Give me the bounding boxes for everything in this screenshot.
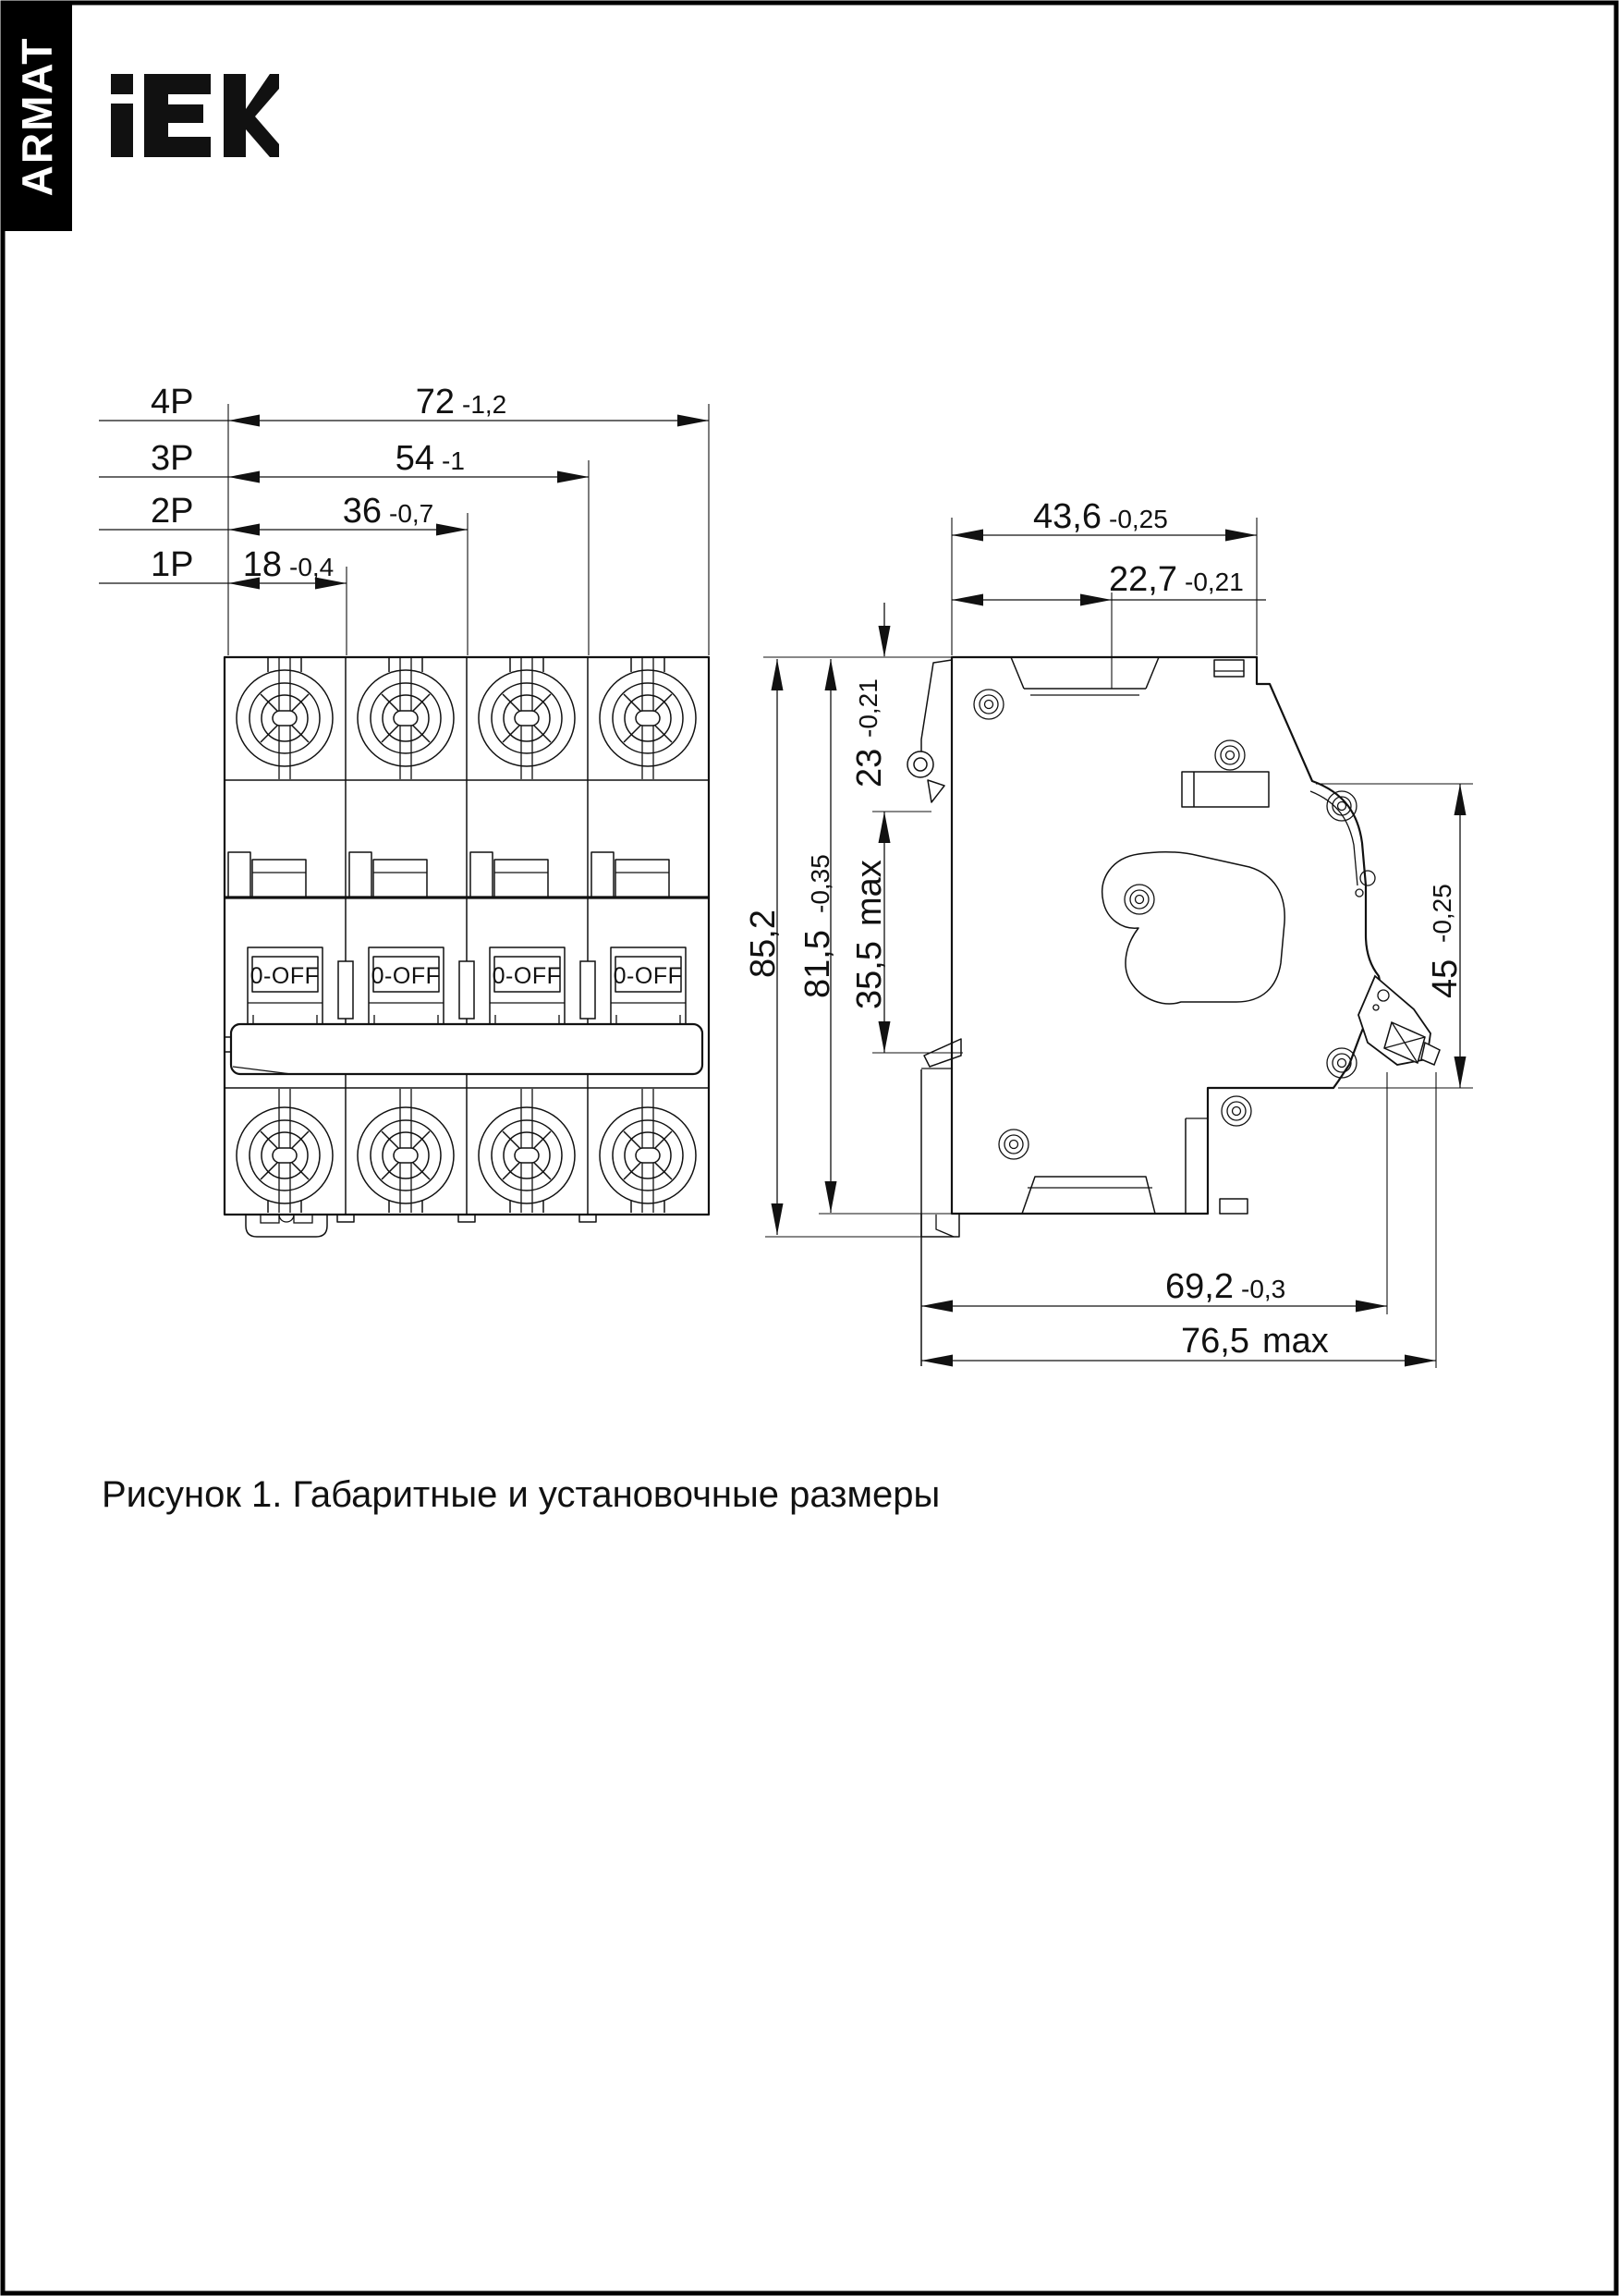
- series-label: ARMAT: [13, 36, 61, 197]
- dim-body-height-tol: -0,35: [806, 854, 834, 913]
- dim-tol-1p: -0,4: [289, 553, 335, 581]
- terminal-screw-icon: [358, 670, 454, 766]
- dim-tol-2p: -0,7: [389, 499, 434, 528]
- dim-width-recess-tol: -0,21: [1185, 568, 1244, 596]
- toggle-label: 0-OFF: [250, 963, 320, 989]
- dim-value-2p: 36: [342, 492, 382, 531]
- dim-width-top: 43,6: [1033, 497, 1102, 536]
- pole-label: 1P: [151, 545, 194, 584]
- terminal-screw-icon: [479, 1107, 575, 1203]
- dim-total-depth-suffix: max: [1262, 1322, 1329, 1361]
- dim-front-height-tol: -0,25: [1428, 884, 1456, 943]
- toggle-label: 0-OFF: [371, 963, 441, 989]
- din-clip: [921, 1039, 961, 1366]
- page-frame: [3, 3, 1616, 2293]
- terminal-screw-icon: [600, 670, 696, 766]
- dim-top-to-screw-tol: -0,21: [854, 678, 883, 738]
- armat-sidebar: [2, 2, 72, 231]
- dim-front-height: 45: [1426, 959, 1465, 998]
- dim-total-height: 85,2: [744, 910, 783, 978]
- front-view: [99, 383, 709, 1237]
- toggle-label: 0-OFF: [492, 963, 562, 989]
- terminal-screw-icon: [237, 1107, 333, 1203]
- dim-width-recess: 22,7: [1109, 560, 1177, 599]
- terminal-screw-icon: [479, 670, 575, 766]
- dim-value-4p: 72: [415, 383, 455, 421]
- toggle-label: 0-OFF: [613, 963, 683, 989]
- front-body: [225, 657, 709, 1237]
- terminal-screw-icon: [237, 670, 333, 766]
- dim-top-to-screw: 23: [850, 748, 889, 788]
- din-foot: [246, 1215, 327, 1237]
- dim-body-depth-tol: -0,3: [1241, 1275, 1286, 1303]
- dim-value-1p: 18: [242, 545, 282, 584]
- dim-total-depth: 76,5: [1181, 1322, 1249, 1361]
- terminal-screw-icon: [600, 1107, 696, 1203]
- pole-label: 2P: [151, 492, 194, 531]
- dim-body-height: 81,5: [798, 930, 837, 998]
- figure-caption: Рисунок 1. Габаритные и установочные размеры: [102, 1474, 941, 1515]
- terminal-screw-icon: [358, 1107, 454, 1203]
- dim-tol-3p: -1: [442, 446, 465, 475]
- mechanism-cavity: [1102, 852, 1284, 1004]
- dim-value-3p: 54: [395, 439, 434, 478]
- side-view: [744, 497, 1473, 1368]
- dim-terminal-zone: 35,5: [850, 941, 889, 1009]
- pole-label: 3P: [151, 439, 194, 478]
- tie-bar: [231, 1024, 702, 1074]
- dim-tol-4p: -1,2: [462, 390, 507, 419]
- front-dimensions: [99, 383, 709, 655]
- dim-body-depth: 69,2: [1165, 1267, 1234, 1306]
- dim-terminal-zone-suffix: max: [850, 860, 889, 926]
- side-dimensions: [744, 497, 1473, 1368]
- dim-width-top-tol: -0,25: [1109, 505, 1168, 533]
- iek-logo: [111, 74, 279, 157]
- pole-label: 4P: [151, 383, 194, 421]
